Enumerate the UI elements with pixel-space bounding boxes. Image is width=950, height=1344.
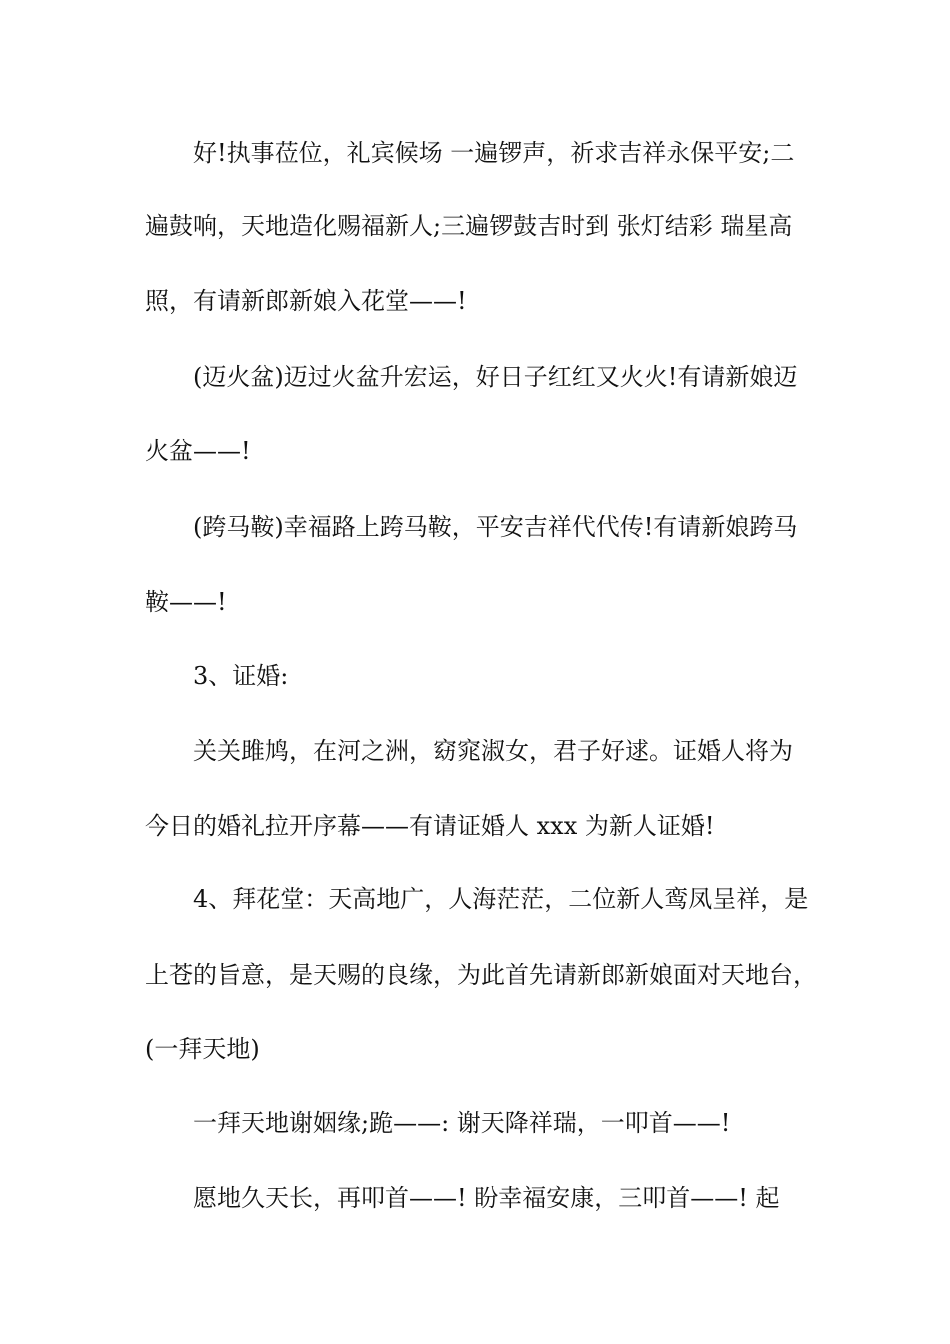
paragraph-line: (迈火盆)迈过火盆升宏运，好日子红红又火火!有请新娘迈 — [193, 363, 798, 391]
paragraph-line: 一拜天地谢姻缘;跪——: 谢天降祥瑞，一叩首——! — [193, 1109, 731, 1137]
paragraph-line: (跨马鞍)幸福路上跨马鞍，平安吉祥代代传!有请新娘跨马 — [193, 513, 798, 541]
paragraph-line: 愿地久天长，再叩首——! 盼幸福安康，三叩首——! 起 — [193, 1184, 780, 1212]
paragraph-line: 照，有请新郎新娘入花堂——! — [145, 287, 467, 315]
section-heading: 3、证婚: — [193, 662, 289, 690]
paragraph-line: (一拜天地) — [145, 1035, 260, 1063]
paragraph-line: 鞍——! — [145, 588, 227, 616]
paragraph-line: 火盆——! — [145, 437, 251, 465]
paragraph-line: 好!执事莅位，礼宾候场 一遍锣声，祈求吉祥永保平安;二 — [193, 139, 795, 167]
paragraph-line: 4、拜花堂：天高地广，人海茫茫，二位新人鸾凤呈祥，是 — [193, 885, 809, 913]
paragraph-line: 上苍的旨意，是天赐的良缘，为此首先请新郎新娘面对天地台， — [145, 961, 817, 989]
paragraph-line: 关关雎鸠，在河之洲，窈窕淑女，君子好逑。证婚人将为 — [193, 737, 793, 765]
paragraph-line: 今日的婚礼拉开序幕——有请证婚人 xxx 为新人证婚! — [145, 812, 715, 840]
paragraph-line: 遍鼓响，天地造化赐福新人;三遍锣鼓吉时到 张灯结彩 瑞星高 — [145, 212, 793, 240]
